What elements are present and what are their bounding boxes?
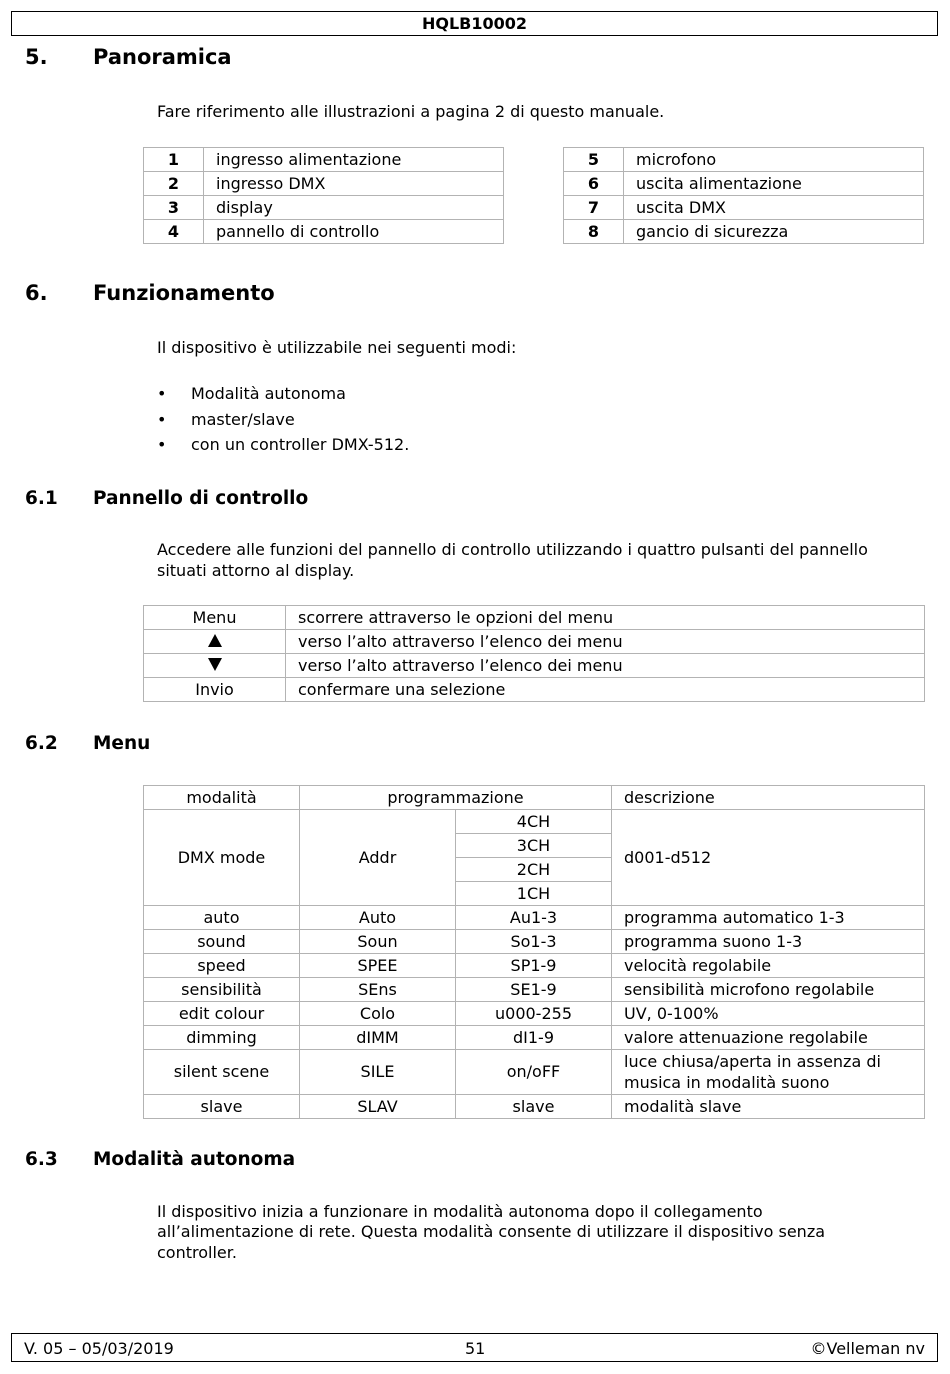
bullet-icon: • bbox=[157, 410, 167, 429]
section-6-intro: Il dispositivo è utilizzabile nei seguenti modi: bbox=[157, 338, 517, 357]
section-6-number: 6. bbox=[25, 281, 48, 305]
footer-version: V. 05 – 05/03/2019 bbox=[24, 1339, 174, 1358]
table-row: DMX mode Addr 4CH d001-d512 bbox=[144, 810, 925, 834]
table-row: 2 ingresso DMX bbox=[144, 172, 504, 196]
table-header-row: modalità programmazione descrizione bbox=[144, 786, 925, 810]
table-row: verso l’alto attraverso l’elenco dei menu bbox=[144, 630, 925, 654]
header-model: HQLB10002 bbox=[421, 14, 528, 33]
table-row: verso l’alto attraverso l’elenco dei menu bbox=[144, 654, 925, 678]
down-arrow-icon bbox=[208, 658, 222, 671]
table-row: silent scene SILE on/oFF luce chiusa/aperta in assenza di musica in modalità suono bbox=[144, 1050, 925, 1095]
page-header bbox=[11, 11, 938, 36]
page-footer bbox=[11, 1333, 938, 1362]
table-row: 2CH bbox=[144, 858, 925, 882]
section-6-1-intro-line-2: situati attorno al display. bbox=[157, 561, 355, 580]
table-row: 1CH bbox=[144, 882, 925, 906]
table-row: 6 uscita alimentazione bbox=[564, 172, 924, 196]
section-6-3-number: 6.3 bbox=[25, 1149, 58, 1170]
table-row: sound Soun So1-3 programma suono 1-3 bbox=[144, 930, 925, 954]
table-row: 3CH bbox=[144, 834, 925, 858]
bullet-icon: • bbox=[157, 384, 167, 403]
section-6-3-line-1: Il dispositivo inizia a funzionare in modalità autonoma dopo il collegamento bbox=[157, 1202, 763, 1221]
overview-table-right bbox=[563, 147, 924, 244]
table-row: Menu scorrere attraverso le opzioni del menu bbox=[144, 606, 925, 630]
overview-table-left bbox=[143, 147, 504, 244]
section-6-title: Funzionamento bbox=[93, 281, 275, 305]
table-row: 3 display bbox=[144, 196, 504, 220]
section-6-3-title: Modalità autonoma bbox=[93, 1149, 296, 1170]
table-row: 7 uscita DMX bbox=[564, 196, 924, 220]
up-arrow-icon bbox=[208, 634, 222, 647]
table-row: sensibilità SEns SE1-9 sensibilità microfono regolabile bbox=[144, 978, 925, 1002]
menu-table bbox=[143, 785, 925, 1119]
section-5-intro: Fare riferimento alle illustrazioni a pagina 2 di questo manuale. bbox=[157, 102, 665, 121]
section-5-title: Panoramica bbox=[93, 45, 232, 69]
table-row: 4 pannello di controllo bbox=[144, 220, 504, 244]
table-row: auto Auto Au1-3 programma automatico 1-3 bbox=[144, 906, 925, 930]
section-6-1-intro-line-1: Accedere alle funzioni del pannello di controllo utilizzando i quattro pulsanti del pannello bbox=[157, 540, 868, 559]
table-row: 1 ingresso alimentazione bbox=[144, 148, 504, 172]
section-5-number: 5. bbox=[25, 45, 48, 69]
footer-copyright: ©Velleman nv bbox=[810, 1339, 925, 1358]
control-panel-table bbox=[143, 605, 925, 702]
footer-page-number: 51 bbox=[465, 1339, 486, 1358]
table-row: speed SPEE SP1-9 velocità regolabile bbox=[144, 954, 925, 978]
list-item: • master/slave bbox=[157, 410, 295, 429]
table-row: 5 microfono bbox=[564, 148, 924, 172]
section-6-2-title: Menu bbox=[93, 733, 151, 754]
section-6-3-line-2: all’alimentazione di rete. Questa modalità consente di utilizzare il dispositivo senza bbox=[157, 1222, 826, 1241]
list-item: • con un controller DMX-512. bbox=[157, 435, 410, 454]
section-6-2-number: 6.2 bbox=[25, 733, 58, 754]
table-row: dimming dIMM dI1-9 valore attenuazione regolabile bbox=[144, 1026, 925, 1050]
section-6-3-line-3: controller. bbox=[157, 1243, 237, 1262]
table-row: 8 gancio di sicurezza bbox=[564, 220, 924, 244]
section-6-1-number: 6.1 bbox=[25, 488, 58, 509]
section-6-1-title: Pannello di controllo bbox=[93, 488, 309, 509]
bullet-icon: • bbox=[157, 435, 167, 454]
table-row: Invio confermare una selezione bbox=[144, 678, 925, 702]
table-row: slave SLAV slave modalità slave bbox=[144, 1095, 925, 1119]
table-row: edit colour Colo u000-255 UV, 0-100% bbox=[144, 1002, 925, 1026]
list-item: • Modalità autonoma bbox=[157, 384, 346, 403]
